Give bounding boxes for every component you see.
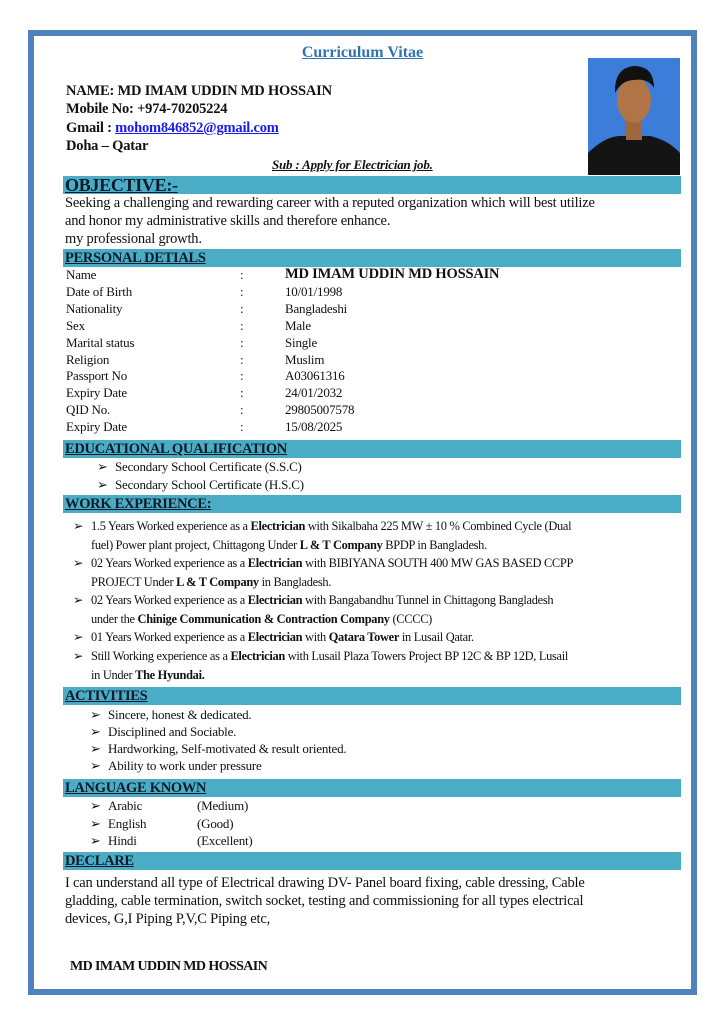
header-location: Doha – Qatar: [66, 138, 149, 154]
text: 02 Years Worked experience as a: [91, 593, 248, 607]
header-mobile: Mobile No: +974-70205224: [66, 101, 228, 117]
work-item: [73, 554, 573, 591]
arrow-bullet-icon: ➢: [73, 649, 84, 663]
section-heading: PERSONAL DETIALS: [65, 250, 206, 266]
activity-item: [90, 741, 346, 757]
arrow-bullet-icon: ➢: [73, 519, 84, 533]
section-personal-details: [63, 249, 681, 267]
personal-separator: :: [240, 402, 244, 418]
education-item: [97, 459, 302, 475]
section-heading: WORK EXPERIENCE:: [65, 496, 212, 512]
work-item: [73, 628, 474, 647]
activity-item: [90, 724, 236, 740]
personal-value: 29805007578: [285, 402, 355, 418]
document-title: Curriculum Vitae: [301, 44, 424, 61]
objective-line: and honor my administrative skills and therefore enhance.: [65, 213, 391, 229]
section-declare: [63, 852, 681, 870]
work-item: [73, 647, 568, 684]
arrow-bullet-icon: ➢: [90, 798, 101, 813]
personal-separator: :: [240, 317, 244, 333]
language-name: Arabic: [108, 798, 143, 813]
subject-line: Sub : Apply for Electrician job.: [272, 157, 433, 172]
objective-line: Seeking a challenging and rewarding career with a reputed organization which will best utilize: [65, 195, 595, 211]
language-level: (Excellent): [197, 833, 253, 848]
text: 02 Years Worked experience as a: [91, 556, 248, 570]
arrow-bullet-icon: ➢: [90, 815, 101, 831]
profile-photo: [588, 58, 680, 175]
personal-value: 24/01/2032: [285, 385, 343, 401]
text: Chinige Communication & Contraction Company: [137, 611, 390, 626]
personal-label: Expiry Date: [66, 419, 127, 435]
text: Electrician: [247, 630, 303, 644]
personal-value: Single: [285, 334, 318, 350]
personal-label: QID No.: [66, 402, 111, 418]
activity-text: Sincere, honest & dedicated.: [108, 707, 252, 722]
section-objective: [63, 176, 681, 194]
declare-line: I can understand all type of Electrical drawing DV- Panel board fixing, cable dressing, Cable: [65, 875, 585, 891]
declare-line: devices, G,I Piping P,V,C Piping etc,: [65, 911, 271, 927]
section-activities: [63, 687, 681, 705]
text: The Hyundai.: [135, 667, 205, 682]
personal-separator: :: [240, 283, 244, 299]
section-education: [63, 440, 681, 458]
education-text: Secondary School Certificate (S.S.C): [115, 459, 302, 474]
personal-separator: :: [240, 385, 244, 401]
arrow-bullet-icon: ➢: [97, 477, 108, 492]
declare-line: gladding, cable termination, switch socket, testing and commissioning for all types electrical: [65, 893, 584, 909]
work-item: [73, 517, 571, 554]
text: with BIBIYANA SOUTH 400 MW GAS BASED CCPP: [302, 556, 574, 570]
gmail-label: Gmail :: [66, 120, 116, 136]
language-name: English: [108, 815, 147, 831]
text: Electrician: [247, 593, 303, 607]
education-text: Secondary School Certificate (H.S.C): [115, 477, 304, 492]
language-level: (Good): [197, 815, 234, 831]
personal-value: 15/08/2025: [285, 419, 343, 435]
personal-value: Bangladeshi: [285, 300, 348, 316]
text: Still Working experience as a: [91, 649, 231, 663]
arrow-bullet-icon: ➢: [90, 758, 101, 773]
text: Qatara Tower: [328, 630, 400, 644]
personal-label: Sex: [66, 317, 85, 333]
personal-label: Passport No: [66, 368, 127, 384]
language-item: [90, 833, 340, 849]
text: BPDP in Bangladesh.: [382, 537, 487, 552]
arrow-bullet-icon: ➢: [90, 724, 101, 739]
personal-separator: :: [240, 351, 244, 367]
personal-value: A03061316: [285, 368, 345, 384]
personal-label: Religion: [66, 351, 110, 367]
language-item: [90, 798, 340, 814]
section-heading: DECLARE: [65, 853, 134, 869]
text: in Bangladesh.: [258, 574, 332, 589]
section-heading: LANGUAGE KNOWN: [65, 780, 207, 796]
personal-value: Male: [285, 317, 311, 333]
text: with: [302, 630, 329, 644]
section-heading: ACTIVITIES: [65, 688, 148, 704]
text: in Lusail Qatar.: [399, 630, 474, 644]
text: (CCCC): [389, 611, 432, 626]
arrow-bullet-icon: ➢: [73, 556, 84, 570]
personal-value: 10/01/1998: [285, 283, 343, 299]
personal-label: Date of Birth: [66, 283, 132, 299]
education-item: [97, 477, 304, 493]
personal-separator: :: [240, 419, 244, 435]
objective-line: my professional growth.: [65, 231, 202, 247]
language-name: Hindi: [108, 833, 137, 848]
text: Electrician: [230, 649, 285, 663]
text: Electrician: [250, 519, 306, 533]
personal-separator: :: [240, 300, 244, 316]
text: under the: [91, 611, 138, 626]
language-level: (Medium): [197, 798, 249, 813]
gmail-link[interactable]: mohom846852@gmail.com: [115, 120, 279, 136]
personal-separator: :: [240, 334, 244, 350]
text: with Bangabandhu Tunnel in Chittagong Bangladesh: [302, 593, 554, 607]
text: 1.5 Years Worked experience as a: [91, 519, 251, 533]
personal-label: Marital status: [66, 334, 135, 350]
personal-value: Muslim: [285, 351, 325, 367]
section-work-experience: [63, 495, 681, 513]
work-item: [73, 591, 553, 628]
arrow-bullet-icon: ➢: [73, 593, 84, 607]
personal-separator: :: [240, 267, 244, 282]
activity-item: [90, 758, 262, 774]
text: with Sikalbaha 225 MW ± 10 % Combined Cycle (Dual: [305, 519, 572, 533]
personal-value: MD IMAM UDDIN MD HOSSAIN: [285, 266, 500, 282]
section-heading: EDUCATIONAL QUALIFICATION: [65, 441, 287, 457]
activity-text: Hardworking, Self-motivated & result oriented.: [108, 741, 347, 756]
activity-item: [90, 707, 252, 723]
arrow-bullet-icon: ➢: [90, 707, 101, 722]
section-heading: OBJECTIVE:-: [65, 175, 178, 195]
text: PROJECT Under: [91, 574, 177, 589]
header-gmail: [66, 120, 279, 137]
language-item: [90, 816, 340, 832]
text: in Under: [91, 667, 136, 682]
personal-separator: :: [240, 368, 244, 384]
text: fuel) Power plant project, Chittagong Under: [91, 537, 300, 552]
arrow-bullet-icon: ➢: [73, 630, 84, 644]
section-languages: [63, 779, 681, 797]
arrow-bullet-icon: ➢: [90, 741, 101, 756]
text: Electrician: [247, 556, 303, 570]
arrow-bullet-icon: ➢: [97, 459, 108, 474]
header-name: NAME: MD IMAM UDDIN MD HOSSAIN: [66, 83, 332, 99]
arrow-bullet-icon: ➢: [90, 833, 101, 848]
personal-label: Nationality: [66, 300, 123, 316]
personal-label: Expiry Date: [66, 385, 127, 401]
signature-name: MD IMAM UDDIN MD HOSSAIN: [70, 959, 268, 974]
text: 01 Years Worked experience as a: [91, 630, 248, 644]
personal-label: Name: [66, 267, 97, 282]
activity-text: Ability to work under pressure: [108, 758, 262, 773]
activity-text: Disciplined and Sociable.: [108, 724, 237, 739]
text: L & T Company: [176, 574, 259, 589]
text: with Lusail Plaza Towers Project BP 12C & BP 12D, Lusail: [284, 649, 569, 663]
text: L & T Company: [299, 537, 383, 552]
